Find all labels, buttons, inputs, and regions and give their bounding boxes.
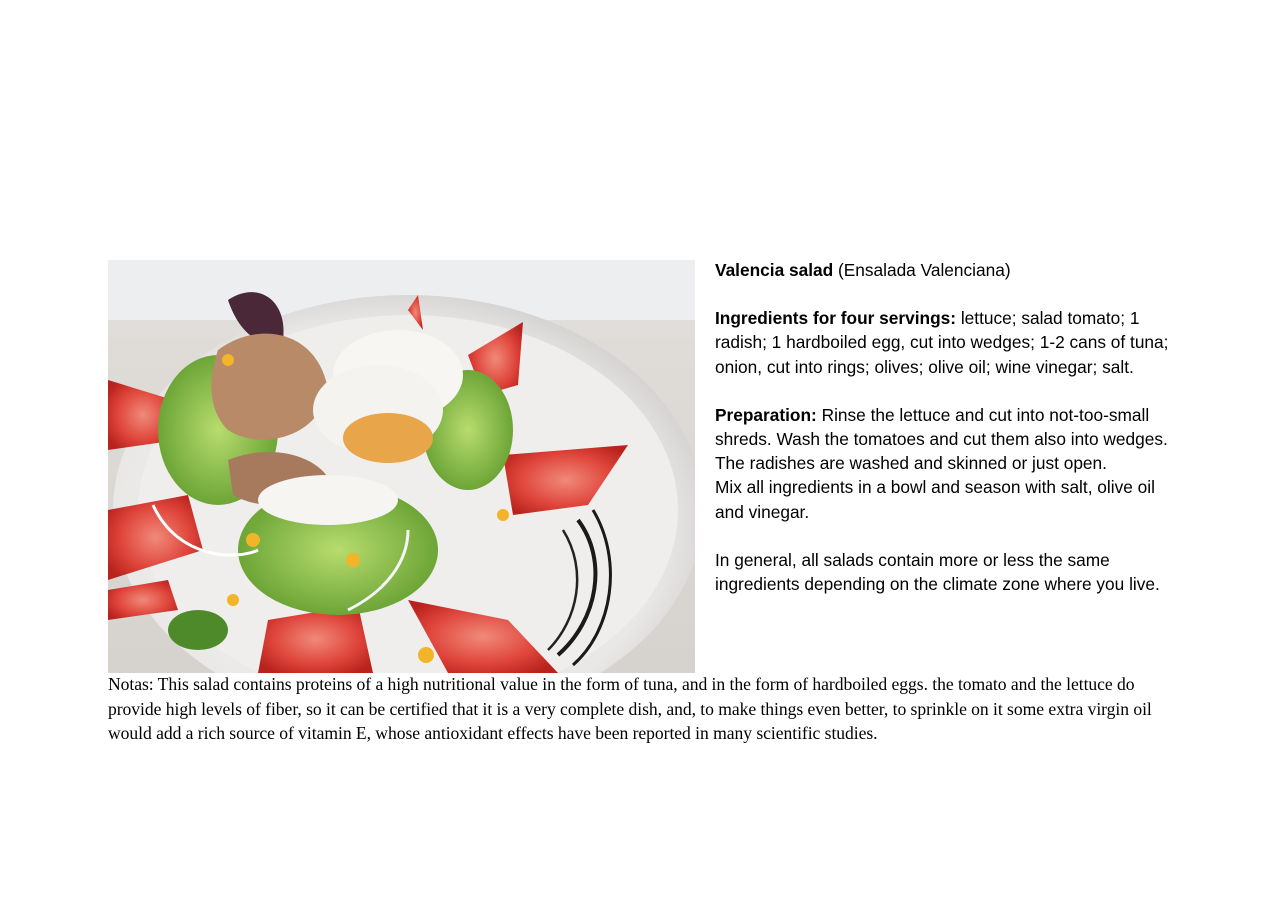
ingredients-label: Ingredients for four servings: <box>715 308 957 329</box>
salad-photo-illustration <box>108 260 695 673</box>
notes-paragraph: Notas: This salad contains proteins of a high nutritional value in the form of tuna, and in the form of hardboiled eggs. the tomato and the lettuce do provide high levels of fiber, so it can be certified that it is a very complete dish, and, to make things even better, to sprinkle on it some extra virgin oil would add a rich source of vitamin E, whose antioxidant effects have been reported in many scientific studies. <box>108 674 1152 744</box>
preparation-label: Preparation: <box>715 404 817 425</box>
recipe-title-rest: (Ensalada Valenciana) <box>833 260 1011 280</box>
ingredients-text: lettuce; salad tomato; 1 radish; 1 hardboiled egg, cut into wedges; 1-2 cans of tuna; onion, cut into rings; olives; olive oil; wine vinegar; salt. <box>715 308 1169 377</box>
preparation-paragraph <box>715 403 1175 451</box>
ingredients-paragraph <box>715 306 1175 379</box>
recipe-title <box>715 258 1175 282</box>
preparation-text: Rinse the lettuce and cut into not-too-small shreds. Wash the tomatoes and cut them also into wedges. <box>715 404 1168 450</box>
general-paragraph: In general, all salads contain more or less the same ingredients depending on the climate zone where you live. <box>715 549 1160 595</box>
recipe-text <box>715 258 1175 596</box>
preparation-line-mix: Mix all ingredients in a bowl and season with salt, olive oil and vinegar. <box>715 477 1155 522</box>
preparation-line-radishes: The radishes are washed and skinned or just open. <box>715 453 1107 474</box>
salad-photo <box>108 260 695 673</box>
recipe-title-bold: Valencia salad <box>715 260 834 280</box>
